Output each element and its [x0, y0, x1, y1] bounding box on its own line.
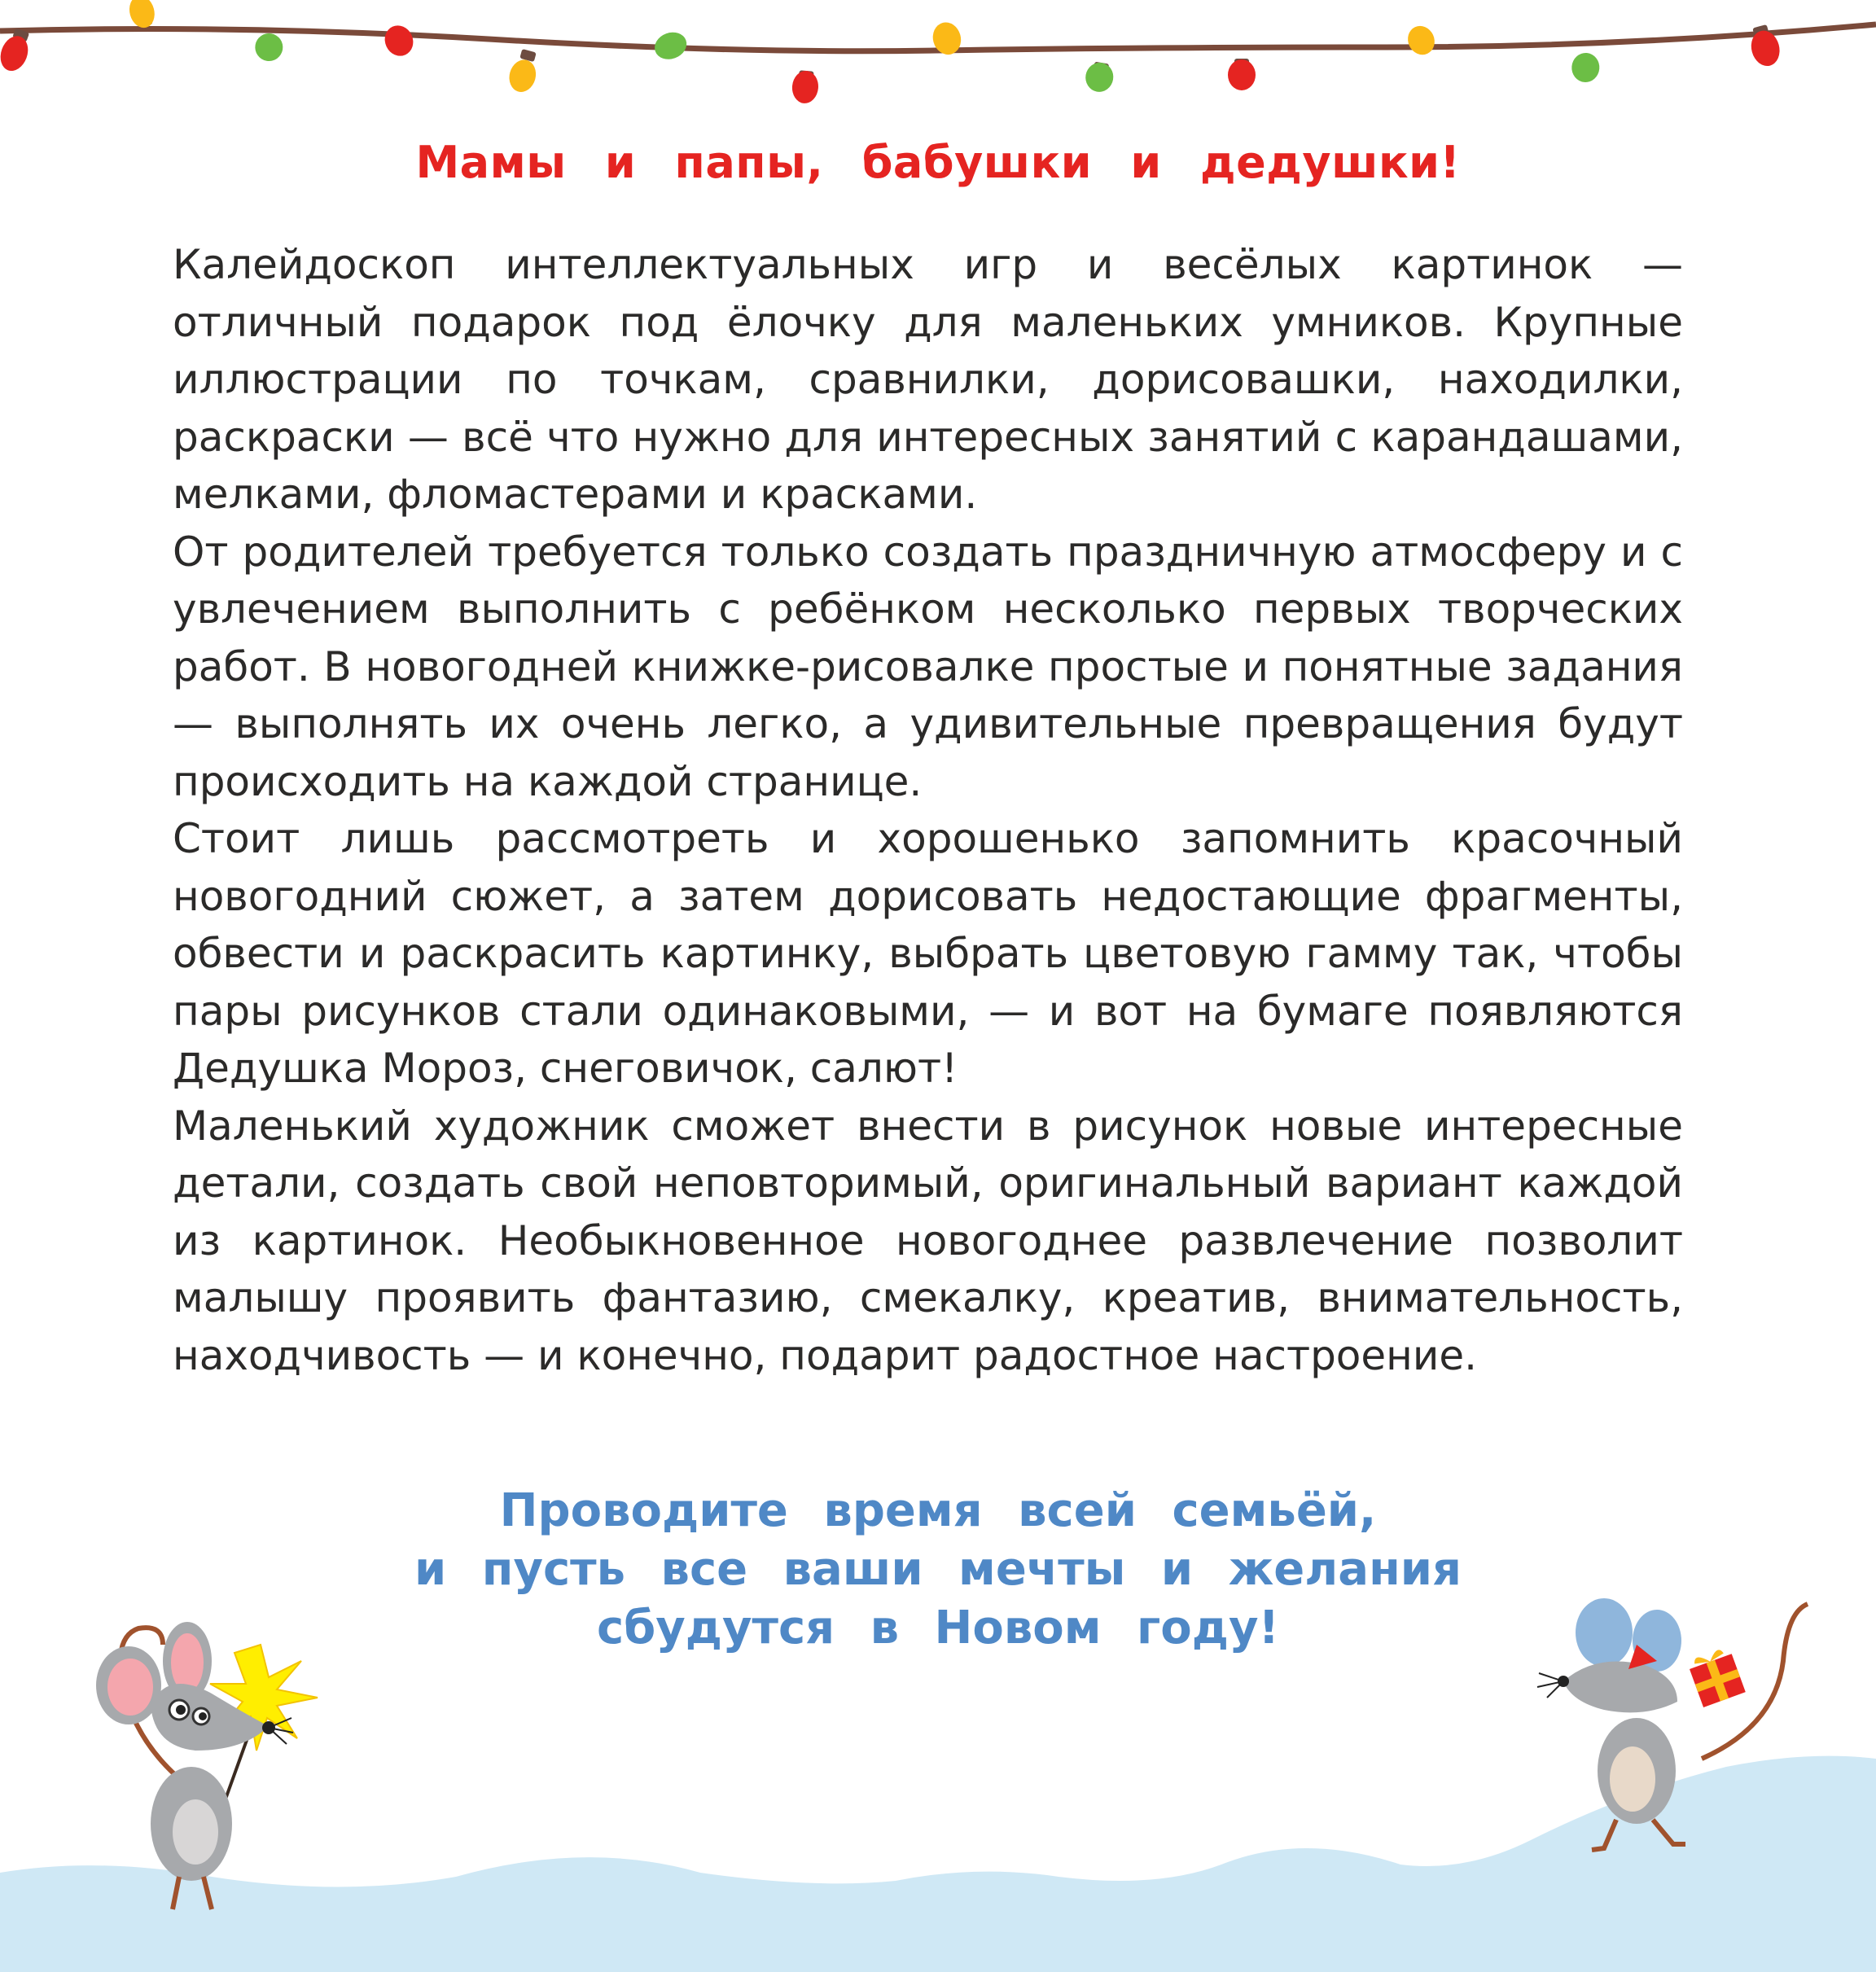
- garland-lights-icon: [0, 0, 1876, 130]
- closing-line: сбудутся в Новом году!: [596, 1602, 1280, 1654]
- paragraph: Стоит лишь рассмотреть и хорошенько запомнить красочный новогодний сюжет, а затем дорисовать недостающие фрагменты, обвести и раскрасить картинку, выбрать цветовую гамму так, чтобы пары рисунков стали одинаковыми, — и вот на бумаге появляются Дедушка Мороз, снеговичок, салют!: [173, 815, 1683, 1092]
- mouse-with-gift-icon: [1514, 1596, 1816, 1865]
- page-title: Мамы и папы, бабушки и дедушки!: [415, 137, 1461, 188]
- bulb-icon: [1571, 52, 1601, 84]
- bulb-icon: [253, 31, 285, 63]
- bulb-icon: [1228, 59, 1256, 90]
- mouse-with-sparkler-icon: [73, 1588, 342, 1913]
- paragraph: Калейдоскоп интеллектуальных игр и весёлых картинок — отличный подарок под ёлочку для маленьких умников. Крупные иллюстрации по точкам, сравнилки, дорисовашки, находилки, раскраски — всё что нужно для интересных занятий с карандашами, мелками, фломастерами и красками.: [173, 241, 1683, 518]
- paragraph: Маленький художник сможет внести в рисунок новые интересные детали, создать свой неповторимый, оригинальный вариант каждой из картинок. Необыкновенное новогоднее развлечение позволит малышу проявить фантазию, смекалку, креатив, внимательность, находчивость — и конечно, подарит радостное настроение.: [173, 1102, 1683, 1379]
- bulb-icon: [1747, 23, 1784, 69]
- bulb-icon: [506, 47, 541, 95]
- bulb-icon: [126, 0, 158, 31]
- bulb-icon: [1083, 60, 1116, 94]
- bulb-icon: [1403, 21, 1439, 59]
- bulb-icon: [791, 70, 819, 105]
- bulb-icon: [380, 21, 419, 61]
- closing-line: Проводите время всей семьёй,: [499, 1484, 1377, 1537]
- closing-line: и пусть все ваши мечты и желания: [414, 1543, 1462, 1596]
- gift-icon: [1687, 1646, 1746, 1707]
- bulb-icon: [651, 28, 690, 64]
- body-text: [173, 236, 1683, 1384]
- paragraph: От родителей требуется только создать праздничную атмосферу и с увлечением выполнить с ребёнком несколько первых творческих работ. В новогодней книжке-рисовалке простые и понятные задания — выполнять их очень легко, а удивительные превращения будут происходить на каждой странице.: [173, 528, 1683, 805]
